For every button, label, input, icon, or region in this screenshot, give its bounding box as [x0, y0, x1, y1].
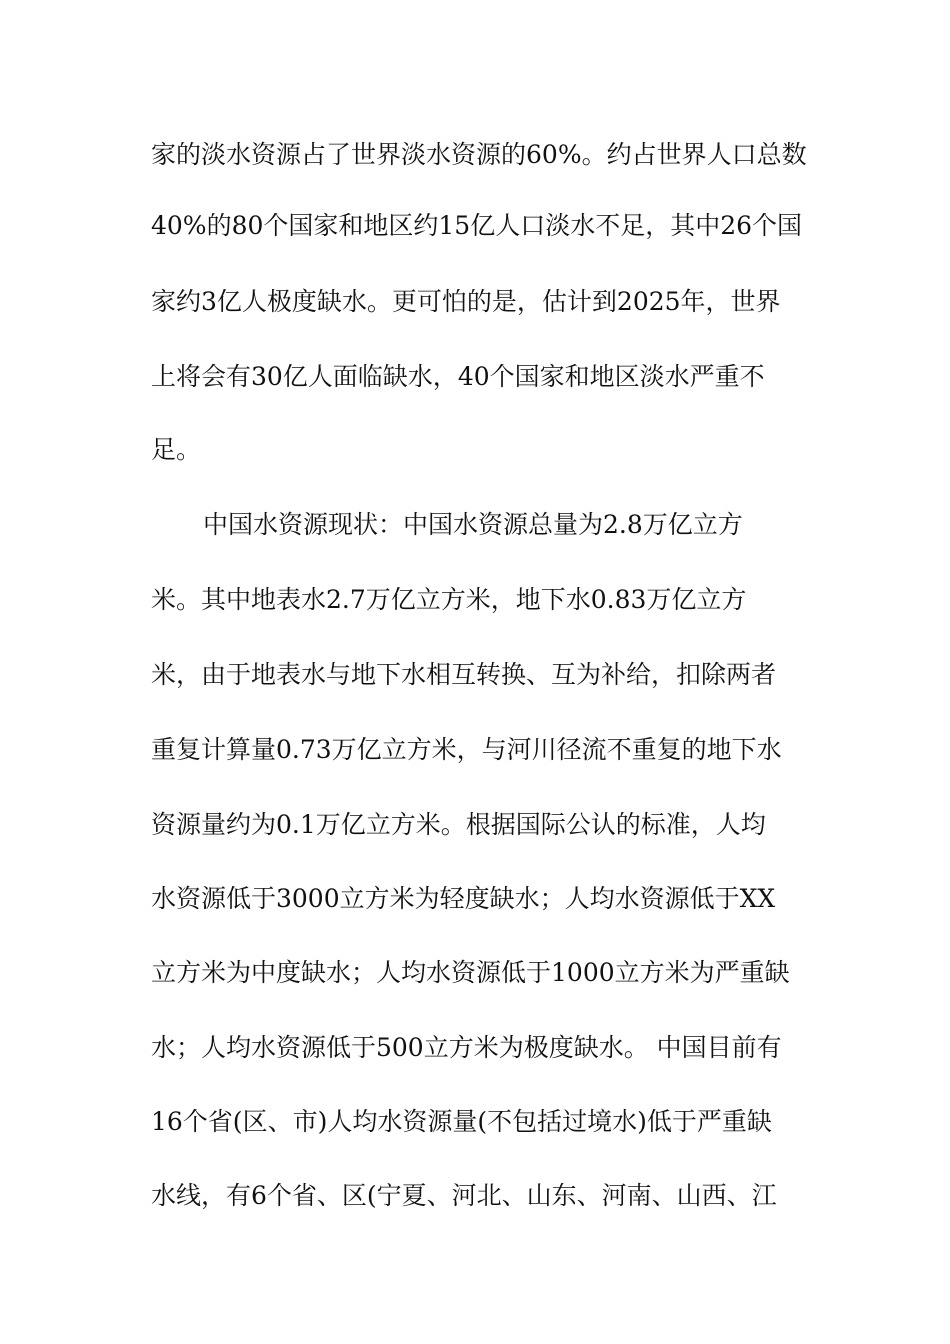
- paragraph-2-line-4: 重复计算量0.73万亿立方米，与河川径流不重复的地下水: [151, 735, 782, 764]
- paragraph-2-line-9: 16个省(区、市)人均水资源量(不包括过境水)低于严重缺: [151, 1107, 772, 1136]
- paragraph-1-line-4: 上将会有30亿人面临缺水，40个国家和地区淡水严重不: [151, 362, 765, 391]
- paragraph-2-line-10: 水线，有6个省、区(宁夏、河北、山东、河南、山西、江: [151, 1181, 777, 1210]
- paragraph-1-line-5: 足。: [151, 435, 202, 464]
- paragraph-2-line-1: 中国水资源现状：中国水资源总量为2.8万亿立方: [203, 510, 743, 539]
- paragraph-2-line-5: 资源量约为0.1万亿立方米。根据国际公认的标准，人均: [151, 810, 766, 839]
- paragraph-1-line-2: 40%的80个国家和地区约15亿人口淡水不足，其中26个国: [151, 211, 803, 240]
- paragraph-1-line-3: 家约3亿人极度缺水。更可怕的是，估计到2025年，世界: [151, 287, 781, 316]
- paragraph-2-line-8: 水；人均水资源低于500立方米为极度缺水。 中国目前有: [151, 1033, 782, 1062]
- paragraph-1-line-1: 家的淡水资源占了世界淡水资源的60%。约占世界人口总数: [151, 140, 807, 169]
- paragraph-2-line-6: 水资源低于3000立方米为轻度缺水；人均水资源低于XX: [151, 884, 776, 913]
- paragraph-2-line-2: 米。其中地表水2.7万亿立方米，地下水0.83万亿立方: [151, 585, 747, 614]
- paragraph-2-line-7: 立方米为中度缺水；人均水资源低于1000立方米为严重缺: [151, 958, 790, 987]
- paragraph-2-line-3: 米，由于地表水与地下水相互转换、互为补给，扣除两者: [151, 660, 777, 689]
